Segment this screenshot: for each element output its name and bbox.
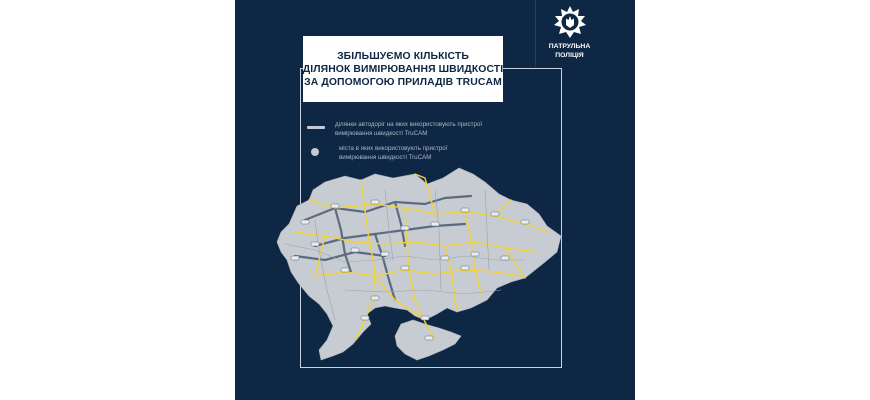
police-star-icon — [552, 4, 588, 40]
badge-line-2: ПОЛІЦІЯ — [555, 52, 584, 59]
title-line-2: ДІЛЯНОК ВИМІРЮВАННЯ ШВИДКОСТІ — [302, 63, 504, 75]
title-box — [303, 36, 503, 102]
city-dot-icon — [311, 148, 319, 156]
legend-roads-line-1: ділянки автодоріг на яких використовують пристрої — [335, 121, 483, 128]
patrol-police-badge — [535, 0, 603, 67]
ukraine-map — [275, 160, 575, 375]
poster — [235, 0, 635, 400]
legend-cities-line-2: вимірювання швидкості TruCAM — [339, 154, 432, 161]
legend-cities-line-1: міста в яких використовують пристрої — [339, 145, 448, 152]
title-line-3: ЗА ДОПОМОГОЮ ПРИЛАДІВ TRUCAM — [304, 76, 502, 88]
title-line-1: ЗБІЛЬШУЄМО КІЛЬКІСТЬ — [337, 50, 469, 62]
legend-roads — [307, 120, 537, 138]
badge-line-1: ПАТРУЛЬНА — [548, 43, 591, 50]
legend-roads-line-2: вимірювання швидкості TruCAM — [335, 130, 428, 137]
road-line-icon — [307, 126, 325, 129]
